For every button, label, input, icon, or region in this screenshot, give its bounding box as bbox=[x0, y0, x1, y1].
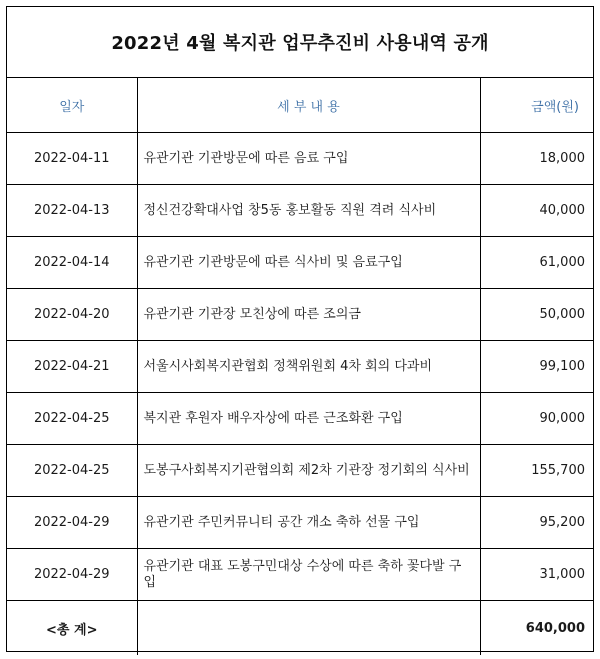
row-date: 2022-04-11 bbox=[7, 133, 137, 185]
row-date: 2022-04-14 bbox=[7, 237, 137, 289]
row-date: 2022-04-21 bbox=[7, 341, 137, 393]
row-desc: 도봉구사회복지기관협의회 제2차 기관장 정기회의 식사비 bbox=[137, 445, 480, 497]
row-amount: 95,200 bbox=[480, 497, 593, 549]
total-row bbox=[7, 601, 593, 656]
row-date: 2022-04-20 bbox=[7, 289, 137, 341]
total-amount: 640,000 bbox=[525, 620, 585, 636]
row-desc: 유관기관 기관방문에 따른 식사비 및 음료구입 bbox=[137, 237, 480, 289]
row-amount: 155,700 bbox=[480, 445, 593, 497]
expense-sheet bbox=[6, 6, 594, 652]
header-row bbox=[7, 78, 593, 133]
row-desc: 서울시사회복지관협회 정책위원회 4차 회의 다과비 bbox=[137, 341, 480, 393]
row-amount: 18,000 bbox=[480, 133, 593, 185]
header-amount: 금액(원) bbox=[480, 78, 593, 133]
row-date: 2022-04-13 bbox=[7, 185, 137, 237]
table-row bbox=[7, 393, 593, 445]
row-desc: 유관기관 기관방문에 따른 음료 구입 bbox=[137, 133, 480, 185]
header-date: 일자 bbox=[7, 78, 137, 133]
table-row bbox=[7, 445, 593, 497]
row-amount: 40,000 bbox=[480, 185, 593, 237]
row-amount: 90,000 bbox=[480, 393, 593, 445]
header-desc: 세 부 내 용 bbox=[137, 78, 480, 133]
table-row bbox=[7, 133, 593, 185]
total-label: <총 계> bbox=[7, 601, 137, 656]
row-date: 2022-04-25 bbox=[7, 445, 137, 497]
row-amount: 61,000 bbox=[480, 237, 593, 289]
row-desc: 유관기관 기관장 모친상에 따른 조의금 bbox=[137, 289, 480, 341]
row-date: 2022-04-29 bbox=[7, 549, 137, 601]
row-amount: 31,000 bbox=[480, 549, 593, 601]
row-amount: 99,100 bbox=[480, 341, 593, 393]
row-amount: 50,000 bbox=[480, 289, 593, 341]
row-desc: 유관기관 주민커뮤니티 공간 개소 축하 선물 구입 bbox=[137, 497, 480, 549]
table-row bbox=[7, 549, 593, 601]
row-date: 2022-04-29 bbox=[7, 497, 137, 549]
table-row bbox=[7, 341, 593, 393]
total-spacer bbox=[137, 601, 480, 656]
row-desc: 정신건강확대사업 창5동 홍보활동 직원 격려 식사비 bbox=[137, 185, 480, 237]
table-row bbox=[7, 289, 593, 341]
row-desc: 복지관 후원자 배우자상에 따른 근조화환 구입 bbox=[137, 393, 480, 445]
row-date: 2022-04-25 bbox=[7, 393, 137, 445]
table-row bbox=[7, 185, 593, 237]
table-row bbox=[7, 237, 593, 289]
page-title: 2022년 4월 복지관 업무추진비 사용내역 공개 bbox=[7, 7, 593, 78]
expense-table bbox=[7, 78, 593, 655]
table-row bbox=[7, 497, 593, 549]
row-desc: 유관기관 대표 도봉구민대상 수상에 따른 축하 꽃다발 구입 bbox=[137, 549, 480, 601]
